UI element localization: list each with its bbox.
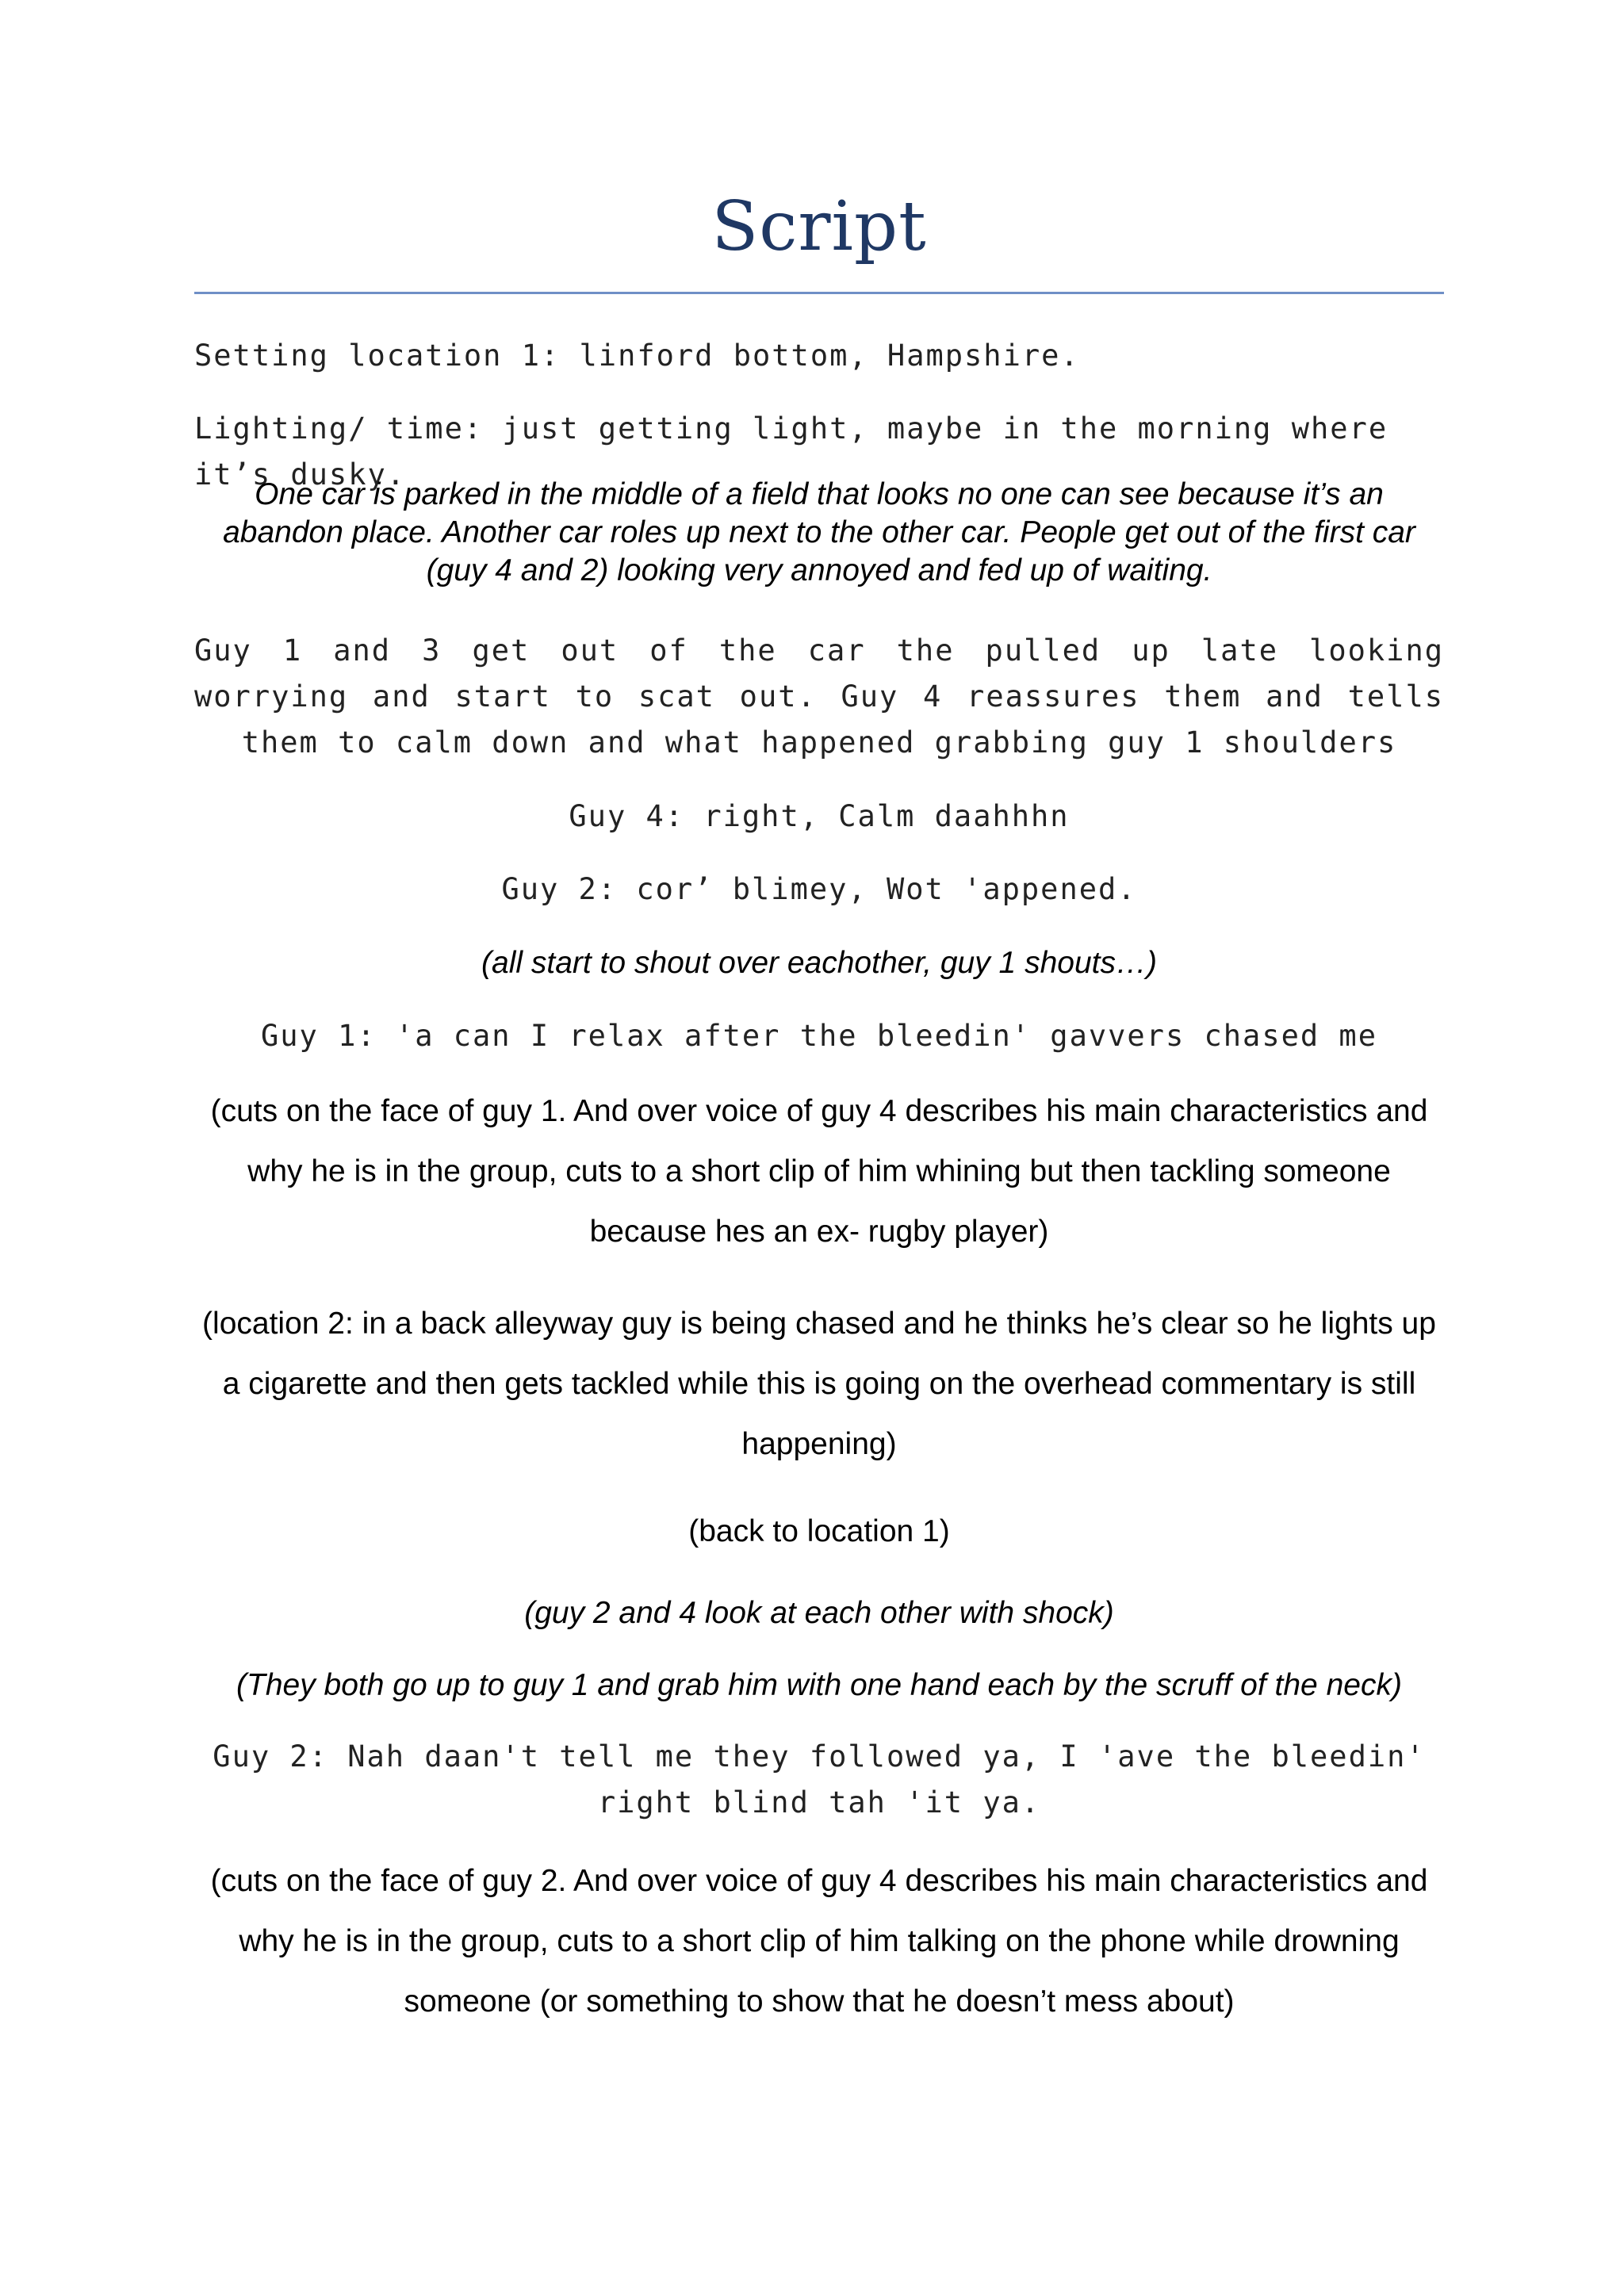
cut-description: (cuts on the face of guy 1. And over voice of guy 4 describes his main characteristics and why he is in the group, cuts to a short clip of him whining but then tackling someone because hes an ex- rugby player) [210, 1094, 1428, 1249]
page-title: Script [711, 187, 927, 266]
stage-direction: (They both go up to guy 1 and grab him with one hand each by the scruff of the neck) [236, 1668, 1402, 1702]
stage-direction: (back to location 1) [688, 1514, 950, 1548]
stage-direction: (all start to shout over eachother, guy 1 shouts…) [481, 946, 1157, 980]
title-divider [194, 292, 1444, 294]
location-description: (location 2: in a back alleyway guy is being chased and he thinks he’s clear so he lights up a cigarette and then gets tackled while this is going on the overhead commentary is still happening) [202, 1307, 1436, 1461]
dialogue-line: Guy 2: Nah daan't tell me they followed ya, I 'ave the bleedin' right blind tah 'it ya. [213, 1739, 1426, 1820]
dialogue-line: Guy 2: cor’ blimey, Wot 'appened. [501, 872, 1137, 906]
dialogue-line: Guy 1: 'a can I relax after the bleedin' gavvers chased me [260, 1019, 1377, 1053]
setting-location-line: Setting location 1: linford bottom, Hampshire. [194, 339, 1080, 373]
dialogue-line: Guy 4: right, Calm daahhhn [569, 799, 1070, 833]
cut-description: (cuts on the face of guy 2. And over voice of guy 4 describes his main characteristics and why he is in the group, cuts to a short clip of him talking on the phone while drowning someone (or something to show that he doesn’t mess about) [210, 1864, 1428, 2019]
scene-description: One car is parked in the middle of a field that looks no one can see because it’s an abandon place. Another car roles up next to the other car. People get out of the first car (guy 4 and 2) looking very annoyed and fed up of waiting. [223, 477, 1415, 587]
lighting-time-line: Lighting/ time: just getting light, maybe in the morning where it’s dusky. [194, 411, 1388, 492]
stage-direction: (guy 2 and 4 look at each other with shock) [524, 1596, 1114, 1630]
action-description: Guy 1 and 3 get out of the car the pulled up late looking worrying and start to scat out. Guy 4 reassures them and tells them to calm down and what happened grabbing guy 1 shoulders [194, 633, 1444, 760]
